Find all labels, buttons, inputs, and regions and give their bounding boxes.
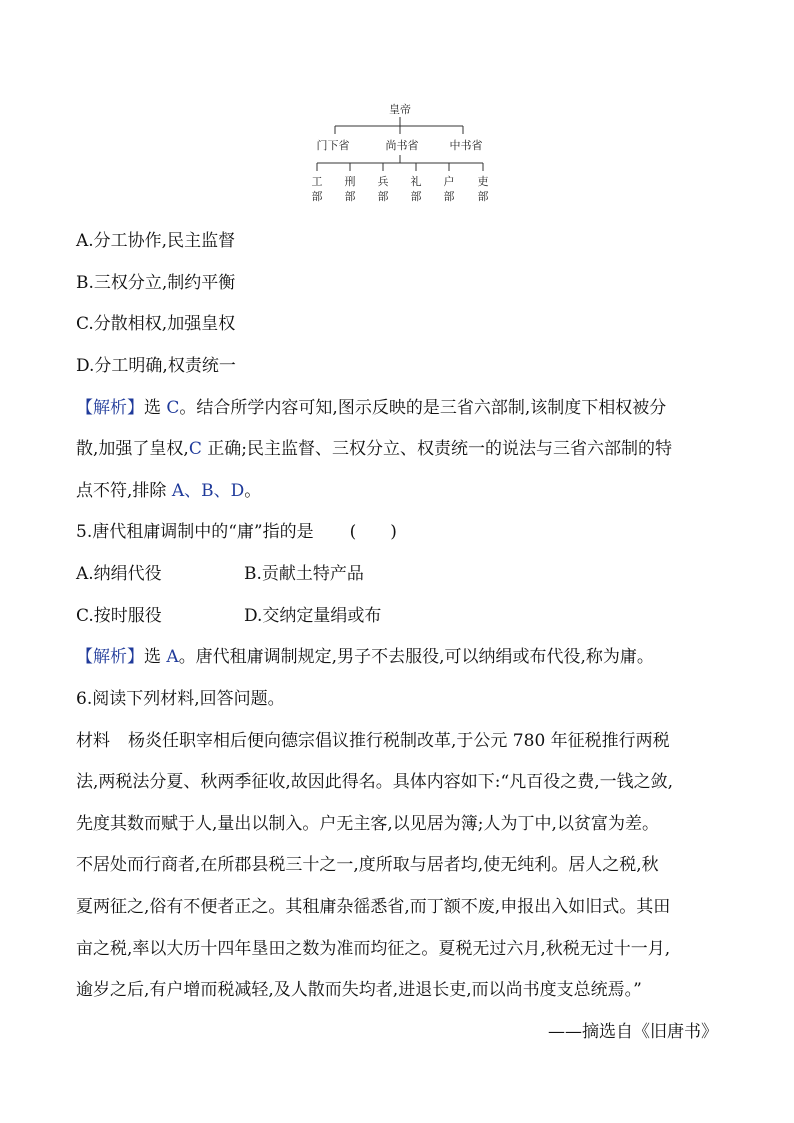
node-xing-1: 刑	[344, 175, 356, 188]
node-shangshu: 尚书省	[385, 139, 419, 152]
answer-bracket: ( )	[349, 522, 397, 542]
node-li-2: 部	[410, 190, 422, 203]
analysis-text: 。结合所学内容可知,图示反映的是三省六部制,该制度下相权被分	[179, 398, 667, 418]
q5-option-c: C.按时服役	[76, 606, 162, 626]
node-bing-1: 兵	[377, 175, 389, 188]
material-text: 杨炎任职宰相后便向德宗倡议推行税制改革,于公元 780 年征税推行两税	[128, 731, 670, 751]
node-libu-2: 部	[477, 190, 489, 203]
q6-material-line-3: 先度其数而赋于人,量出以制入。户无主客,以见居为簿;人为丁中,以贫富为差。	[76, 814, 659, 834]
q4-analysis-line-1	[76, 396, 666, 420]
analysis-text: 散,加强了皇权,	[76, 439, 189, 459]
q6-stem: 6.阅读下列材料,回答问题。	[76, 689, 285, 709]
q5-option-b: B.贡献土特产品	[244, 564, 364, 584]
node-hu-1: 户	[443, 175, 455, 188]
q4-analysis-line-2	[76, 437, 672, 461]
node-gong-1: 工	[311, 175, 323, 188]
q6-material-line-5: 夏两征之,俗有不便者正之。其租庸杂徭悉省,而丁额不废,申报出入如旧式。其田	[76, 897, 671, 917]
q4-option-c: C.分散相权,加强皇权	[76, 314, 236, 334]
q6-material-line-4: 不居处而行商者,在所郡县税三十之一,度所取与居者均,使无纯利。居人之税,秋	[76, 855, 659, 875]
q5-stem-text: 5.唐代租庸调制中的“庸”指的是	[76, 522, 314, 542]
node-li-1: 礼	[410, 175, 422, 188]
analysis-tag: 【解析】	[76, 647, 144, 667]
analysis-text: 点不符,排除	[76, 481, 172, 501]
analysis-tag: 【解析】	[76, 398, 144, 418]
analysis-text: 正确;民主监督、三权分立、权责统一的说法与三省六部制的特	[201, 439, 672, 459]
q6-material-line-6: 亩之税,率以大历十四年垦田之数为准而均征之。夏税无过六月,秋税无过十一月,	[76, 939, 671, 959]
analysis-answer: C	[166, 398, 180, 418]
q4-analysis-line-3	[76, 479, 261, 503]
q6-source: ——摘选自《旧唐书》	[548, 1022, 718, 1042]
node-libu-1: 吏	[477, 175, 489, 188]
q4-option-a: A.分工协作,民主监督	[76, 231, 236, 251]
analysis-text: 。	[244, 481, 262, 501]
node-hu-2: 部	[443, 190, 455, 203]
analysis-answer: A	[166, 647, 179, 667]
node-emperor: 皇帝	[389, 103, 411, 116]
q4-option-b: B.三权分立,制约平衡	[76, 273, 236, 293]
node-gong-2: 部	[311, 190, 323, 203]
node-menxia: 门下省	[316, 139, 350, 152]
q6-material-line-7: 逾岁之后,有户增而税减轻,及人散而失均者,进退长吏,而以尚书度支总统焉。”	[76, 980, 642, 1000]
q4-option-d: D.分工明确,权责统一	[76, 356, 236, 376]
q6-material-line-1	[76, 729, 670, 753]
analysis-option-c: C	[188, 439, 202, 459]
analysis-excluded-options: A、B、D	[171, 481, 245, 501]
org-chart-diagram	[305, 96, 495, 212]
q5-analysis	[76, 645, 654, 669]
analysis-answer-prefix: 选	[144, 398, 167, 418]
node-bing-2: 部	[377, 190, 389, 203]
node-zhongshu: 中书省	[449, 139, 483, 152]
analysis-answer-prefix: 选	[144, 647, 167, 667]
q5-option-a: A.纳绢代役	[76, 564, 162, 584]
q5-option-d: D.交纳定量绢或布	[244, 606, 382, 626]
node-xing-2: 部	[344, 190, 356, 203]
analysis-text: 。唐代租庸调制规定,男子不去服役,可以纳绢或布代役,称为庸。	[178, 647, 654, 667]
q6-material-line-2: 法,两税法分夏、秋两季征收,故因此得名。具体内容如下:“凡百役之费,一钱之敛,	[76, 772, 674, 792]
material-label: 材料	[76, 731, 110, 751]
q5-stem	[76, 520, 397, 544]
